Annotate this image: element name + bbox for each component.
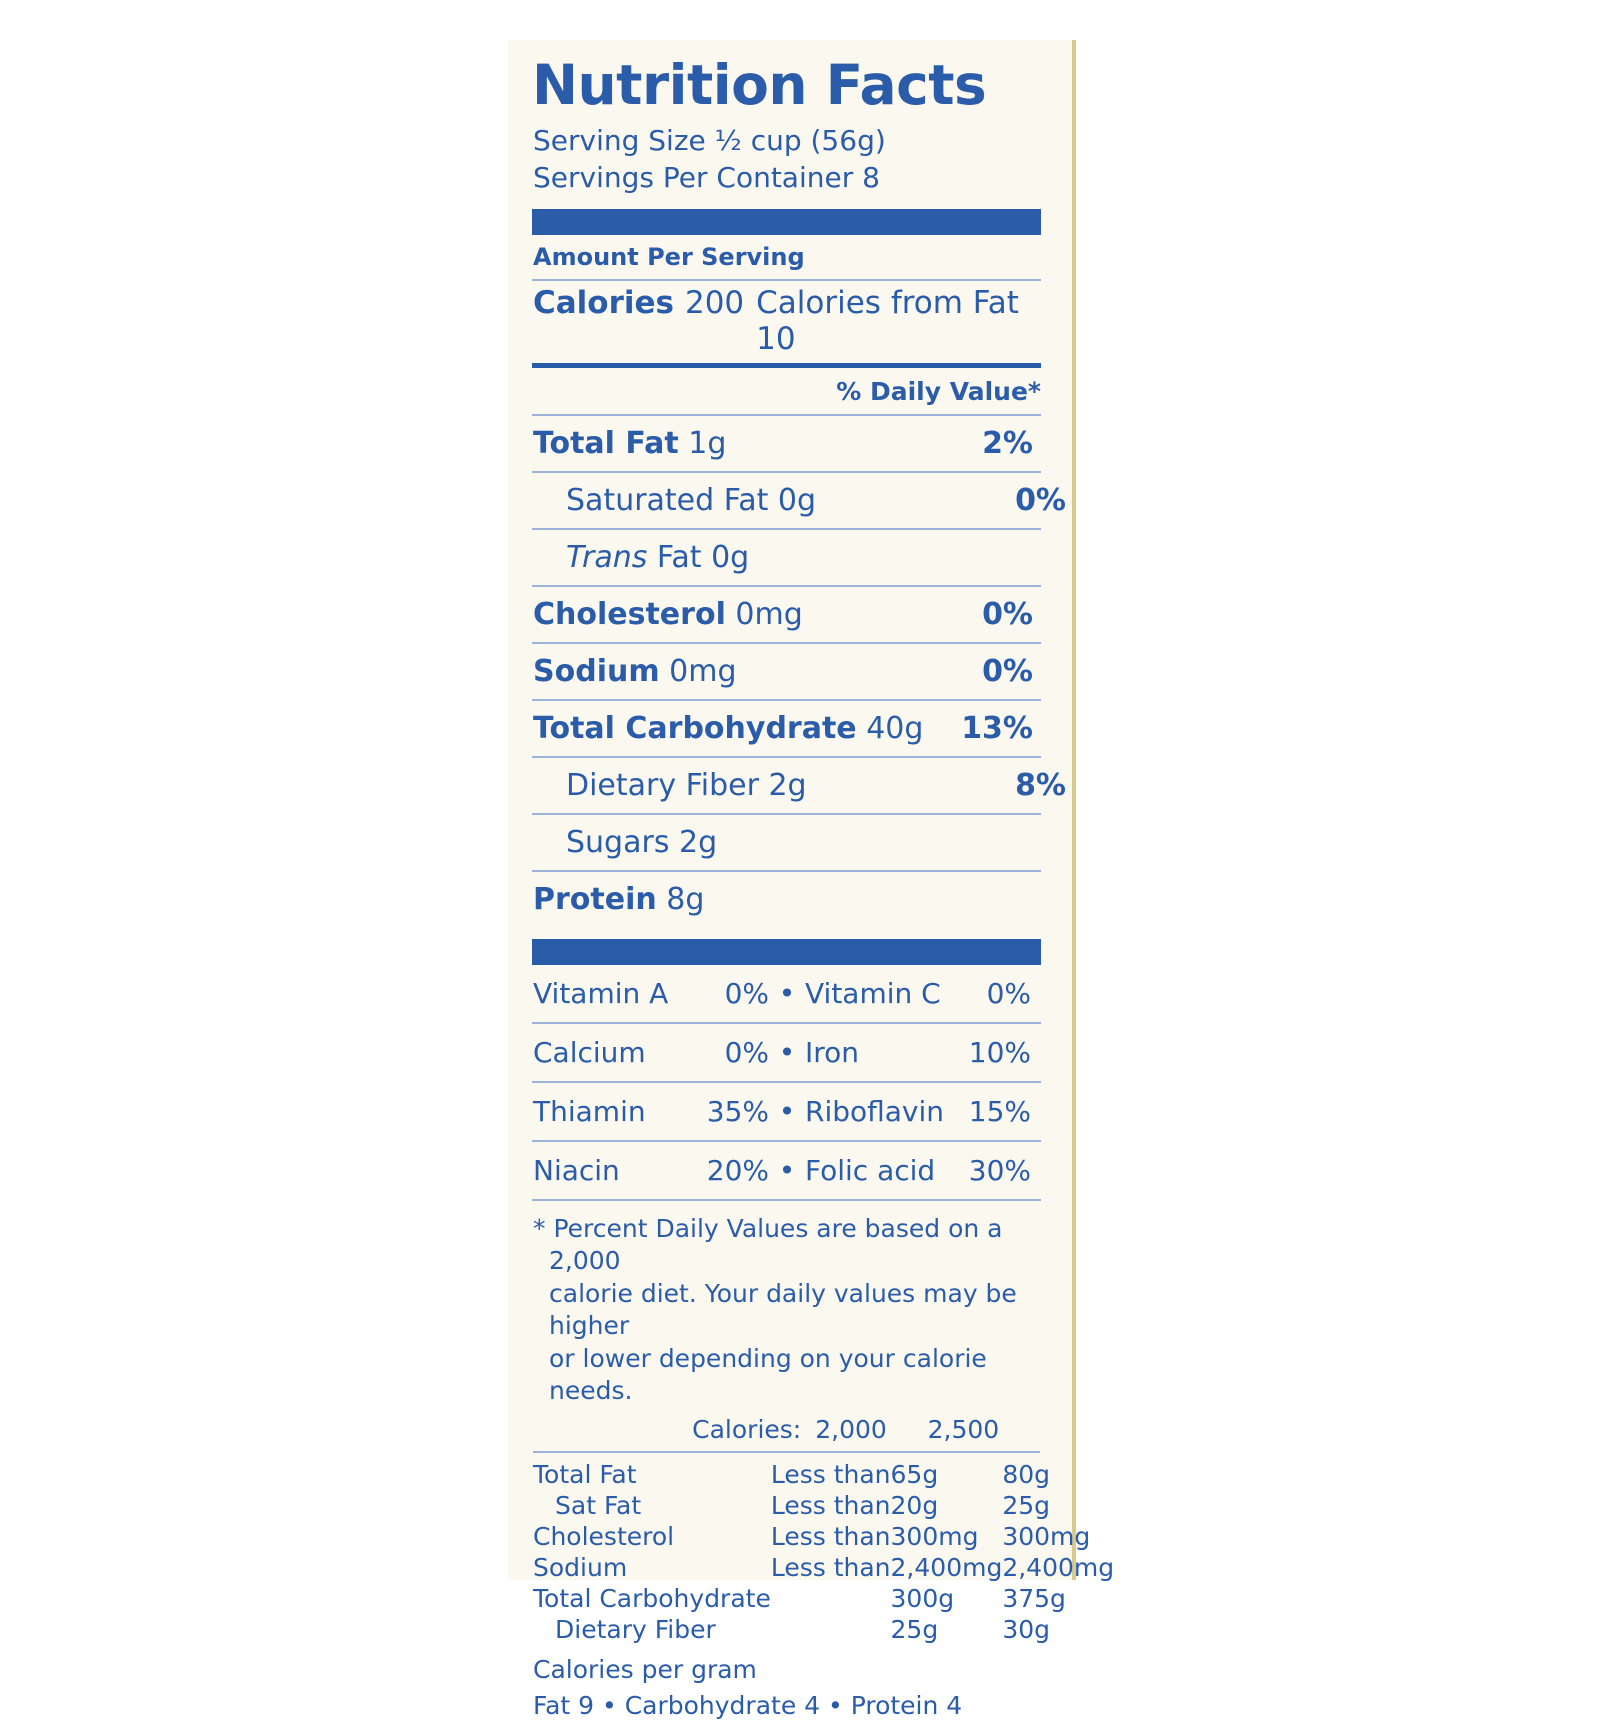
dv-2500-total-carbohydrate: 375g [1002, 1583, 1066, 1613]
dv-qualifier-dietary-fiber [771, 1614, 891, 1645]
table-row [533, 1521, 1114, 1552]
header-col-2000: 2,000 [815, 1414, 887, 1444]
nutrient-label-saturated-fat: Saturated Fat 0g [566, 482, 817, 518]
vitamin-name-folic-acid: Folic acid [805, 1153, 936, 1187]
header-col-2500: 2,500 [927, 1414, 1000, 1444]
dv-2500-sat-fat: 25g [1002, 1490, 1051, 1520]
table-row [533, 1614, 1114, 1645]
table-row [533, 1490, 1114, 1521]
divider-thick-bottom [532, 939, 1041, 965]
nutrient-percent-dietary-fiber: 8% [1015, 767, 1066, 803]
dv-2500-dietary-fiber: 30g [1002, 1614, 1051, 1644]
footnote-line-1: * Percent Daily Values are based on a 2,000 [533, 1213, 1003, 1276]
calories-label: Calories [533, 284, 674, 321]
dv-qualifier-sodium: Less than [770, 1552, 891, 1582]
table-row [533, 1583, 1114, 1614]
dv-name-total-fat: Total Fat [533, 1459, 637, 1489]
vitamin-name-thiamin: Thiamin [533, 1094, 646, 1128]
vitamin-percent-iron: 10% [968, 1035, 1031, 1069]
servings-per-container-text: Servings Per Container 8 [533, 160, 880, 194]
header-calories-label: Calories: [692, 1414, 802, 1444]
vitamin-percent-c: 0% [986, 976, 1031, 1010]
divider-table-header [533, 1451, 1040, 1453]
divider-below-calories [532, 363, 1041, 368]
dv-2000-dietary-fiber: 25g [890, 1614, 939, 1644]
dv-2000-total-fat: 65g [890, 1459, 939, 1489]
nutrient-label-total-fat: Total Fat 1g [533, 425, 727, 461]
nutrient-label-protein: Protein 8g [533, 881, 705, 917]
calories-per-gram-title: Calories per gram [533, 1654, 757, 1684]
vitamin-name-iron: Iron [805, 1035, 860, 1069]
calories-row [533, 285, 1044, 357]
bullet-separator-icon: • [778, 1094, 796, 1128]
nutrition-facts-content [528, 53, 1115, 1722]
nutrition-facts-panel [508, 40, 1115, 1720]
vitamin-percent-niacin: 20% [706, 1153, 769, 1187]
nutrient-label-dietary-fiber: Dietary Fiber 2g [566, 767, 807, 803]
dv-2000-cholesterol: 300mg [890, 1521, 979, 1551]
vitamin-percent-calcium: 0% [724, 1035, 769, 1069]
nutrient-label-sugars: Sugars 2g [566, 824, 718, 860]
nutrient-label-cholesterol: Cholesterol 0mg [533, 596, 803, 632]
table-header-row [533, 1414, 1040, 1447]
dv-name-cholesterol: Cholesterol [533, 1521, 675, 1551]
divider-above-calories [532, 279, 1041, 281]
footnote-line-3: or lower depending on your calorie needs. [549, 1343, 987, 1406]
nutrient-row-cholesterol [528, 587, 1041, 642]
nutrient-row-sodium [528, 644, 1041, 699]
vitamin-row-calcium-iron [528, 1024, 1037, 1081]
nutrient-label-sodium: Sodium 0mg [533, 653, 737, 689]
nutrient-row-total-fat [528, 416, 1041, 471]
vitamin-name-riboflavin: Riboflavin [805, 1094, 945, 1128]
nutrient-label-total-carbohydrate: Total Carbohydrate 40g [533, 710, 924, 746]
page-title: Nutrition Facts [532, 53, 987, 117]
vitamin-row-a-c [528, 965, 1037, 1022]
serving-size-text: Serving Size ½ cup (56g) [533, 124, 886, 157]
vitamin-name-a: Vitamin A [533, 976, 669, 1010]
calories-value: 200 [684, 284, 745, 321]
vitamin-percent-riboflavin: 15% [968, 1094, 1031, 1128]
vitamin-name-c: Vitamin C [805, 976, 941, 1010]
nutrient-percent-cholesterol: 0% [982, 596, 1033, 632]
nutrient-label-trans-fat: Trans Fat 0g [566, 539, 750, 575]
daily-value-header: % Daily Value* [836, 376, 1041, 406]
dv-name-sat-fat: Sat Fat [555, 1490, 642, 1520]
vitamin-row-thiamin-riboflavin [528, 1083, 1037, 1140]
dv-qualifier-total-carbohydrate [771, 1583, 891, 1614]
dv-2500-sodium: 2,400mg [1002, 1552, 1115, 1582]
dv-qualifier-cholesterol: Less than [770, 1521, 891, 1551]
dv-2000-total-carbohydrate: 300g [890, 1583, 955, 1613]
dv-name-dietary-fiber: Dietary Fiber [555, 1614, 716, 1644]
nutrient-row-trans-fat [528, 530, 1074, 585]
dv-name-sodium: Sodium [533, 1552, 628, 1582]
nutrient-row-dietary-fiber [528, 758, 1074, 813]
bullet-separator-icon: • [778, 1153, 796, 1187]
vitamin-name-niacin: Niacin [533, 1153, 620, 1187]
vitamin-percent-thiamin: 35% [706, 1094, 769, 1128]
vitamin-row-niacin-folic-acid [528, 1142, 1037, 1199]
nutrient-percent-sodium: 0% [982, 653, 1033, 689]
table-row [533, 1552, 1114, 1583]
dv-2000-sat-fat: 20g [890, 1490, 939, 1520]
dv-2500-cholesterol: 300mg [1002, 1521, 1091, 1551]
table-row [533, 1459, 1114, 1490]
nutrient-row-sugars [528, 815, 1074, 870]
daily-value-footnote [533, 1213, 1038, 1408]
daily-values-reference-body [533, 1459, 1114, 1645]
divider-thick-top [532, 209, 1041, 235]
dv-qualifier-total-fat: Less than [770, 1459, 891, 1489]
dv-2500-total-fat: 80g [1002, 1459, 1051, 1489]
divider-row [532, 1199, 1041, 1201]
vitamin-name-calcium: Calcium [533, 1035, 646, 1069]
footnote-line-2: calorie diet. Your daily values may be higher [549, 1278, 1017, 1341]
bullet-separator-icon: • [778, 1035, 796, 1069]
vitamin-percent-folic-acid: 30% [968, 1153, 1031, 1187]
daily-values-reference-table [533, 1414, 1040, 1447]
vitamin-percent-a: 0% [724, 976, 769, 1010]
nutrient-percent-saturated-fat: 0% [1015, 482, 1066, 518]
nutrient-row-saturated-fat [528, 473, 1074, 528]
amount-per-serving-header: Amount Per Serving [533, 242, 805, 271]
bullet-separator-icon: • [778, 976, 796, 1010]
calories-per-gram-values: Fat 9 • Carbohydrate 4 • Protein 4 [533, 1690, 963, 1720]
calories-from-fat: Calories from Fat 10 [756, 284, 1019, 357]
header-blank [533, 1414, 675, 1447]
nutrient-row-protein [528, 872, 1041, 927]
nutrient-percent-total-fat: 2% [982, 425, 1033, 461]
dv-2000-sodium: 2,400mg [890, 1552, 1003, 1582]
dv-qualifier-sat-fat: Less than [770, 1490, 891, 1520]
nutrient-row-total-carbohydrate [528, 701, 1041, 756]
dv-name-total-carbohydrate: Total Carbohydrate [533, 1583, 771, 1613]
nutrient-percent-total-carbohydrate: 13% [961, 710, 1033, 746]
